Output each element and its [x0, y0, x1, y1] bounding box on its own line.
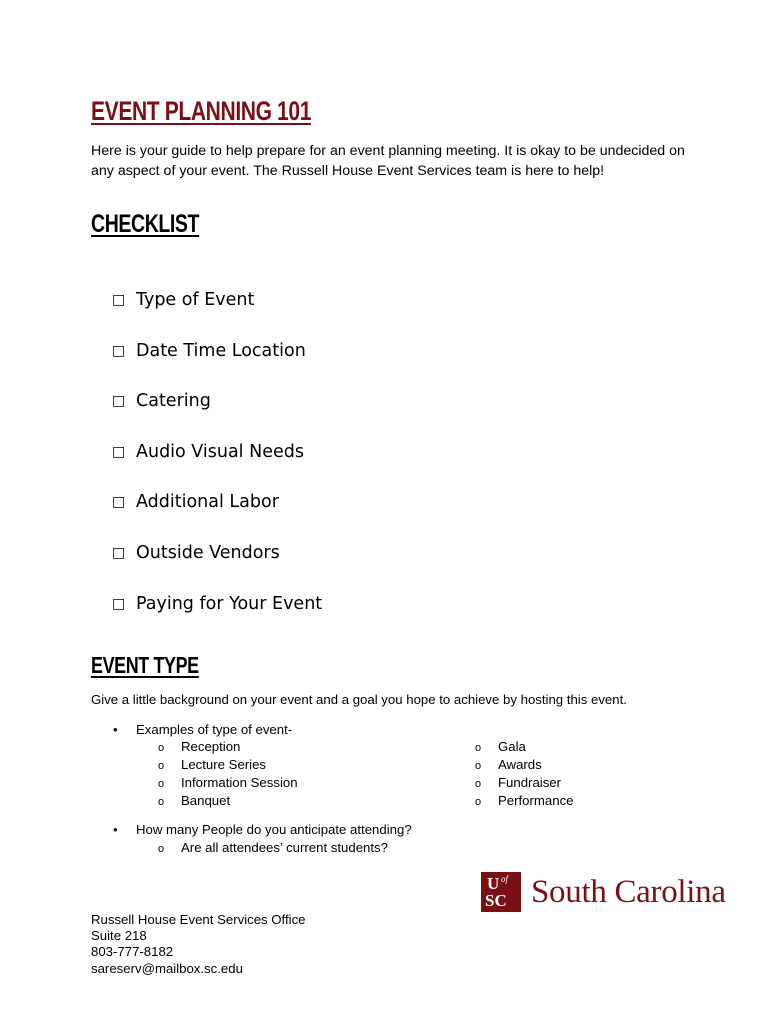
list-item: [158, 756, 298, 774]
circle-bullet-icon: o: [158, 760, 165, 772]
checklist-item-label: Paying for Your Event: [136, 593, 323, 614]
list-item: [158, 774, 298, 792]
checklist-item-label: Catering: [136, 391, 211, 412]
list-item-label: Lecture Series: [181, 757, 267, 772]
list-item: [158, 839, 388, 857]
attendees-sublist: [158, 839, 388, 857]
list-item-label: Fundraiser: [498, 775, 562, 790]
circle-bullet-icon: o: [475, 778, 482, 790]
checklist-item-label: Date Time Location: [136, 340, 306, 361]
circle-bullet-icon: o: [475, 796, 482, 808]
university-logo: [481, 872, 726, 912]
list-item-label: Performance: [498, 793, 574, 808]
circle-bullet-icon: o: [158, 796, 165, 808]
monogram-u: U: [487, 874, 500, 893]
circle-bullet-icon: o: [158, 742, 165, 754]
examples-list-left: [158, 738, 298, 810]
checklist-item: [112, 440, 322, 491]
page-title: EVENT PLANNING 101: [91, 96, 312, 126]
checklist-item-label: Additional Labor: [136, 492, 279, 513]
circle-bullet-icon: o: [158, 778, 165, 790]
list-item-label: Banquet: [181, 793, 231, 808]
examples-list-right: [475, 738, 574, 810]
bullet-icon: •: [113, 722, 118, 737]
checkbox-icon: □: [112, 544, 126, 561]
logo-wordmark: South Carolina: [531, 873, 726, 910]
checklist-item: [112, 339, 322, 390]
checklist-item: [112, 389, 322, 440]
checklist-item-label: Audio Visual Needs: [136, 441, 304, 462]
checklist-item: [112, 490, 322, 541]
circle-bullet-icon: o: [158, 843, 165, 855]
office-name: Russell House Event Services Office: [91, 912, 306, 927]
checkbox-icon: □: [112, 443, 126, 460]
bullet-icon: •: [113, 822, 118, 837]
list-item-label: Are all attendees’ current students?: [181, 840, 388, 855]
usc-monogram: [481, 872, 521, 912]
checklist-item-label: Outside Vendors: [136, 542, 280, 563]
event-type-description: Give a little background on your event and a goal you hope to achieve by hosting this event.: [91, 692, 627, 707]
checklist-item: [112, 541, 322, 592]
contact-block: [91, 912, 306, 977]
list-item: [475, 792, 574, 810]
checklist-item: [112, 288, 322, 339]
bullet-text: Examples of type of event-: [136, 722, 293, 737]
list-item: [475, 774, 574, 792]
monogram-of: of: [501, 874, 509, 884]
list-item: [475, 738, 574, 756]
checklist-item-label: Type of Event: [136, 290, 255, 310]
list-item-label: Reception: [181, 739, 241, 754]
circle-bullet-icon: o: [475, 742, 482, 754]
list-item-label: Information Session: [181, 775, 298, 790]
list-item: [158, 738, 298, 756]
bullet-text: How many People do you anticipate attending?: [136, 822, 412, 837]
office-email: sareserv@mailbox.sc.edu: [91, 960, 243, 976]
office-suite: Suite 218: [91, 928, 147, 944]
checklist-item: [112, 592, 322, 643]
circle-bullet-icon: o: [475, 760, 482, 772]
list-item: [475, 756, 574, 774]
checkbox-icon: □: [112, 494, 126, 511]
list-item-label: Gala: [498, 739, 526, 754]
checklist-heading: CHECKLIST: [91, 210, 200, 238]
bullet-item: [113, 822, 412, 837]
list-item-label: Awards: [498, 757, 542, 772]
checkbox-icon: □: [112, 292, 126, 308]
office-phone: 803-777-8182: [91, 944, 174, 960]
checkbox-icon: □: [112, 342, 126, 359]
checklist: [112, 288, 322, 642]
intro-paragraph: Here is your guide to help prepare for an event planning meeting. It is okay to be undecided on any aspect of your event. The Russell House Event Services team is here to help!: [91, 143, 685, 179]
bullet-item: [113, 722, 292, 737]
checkbox-icon: □: [112, 393, 126, 410]
monogram-sc: SC: [485, 891, 507, 910]
list-item: [158, 792, 298, 810]
checkbox-icon: □: [112, 595, 126, 612]
event-type-heading: EVENT TYPE: [91, 652, 199, 678]
